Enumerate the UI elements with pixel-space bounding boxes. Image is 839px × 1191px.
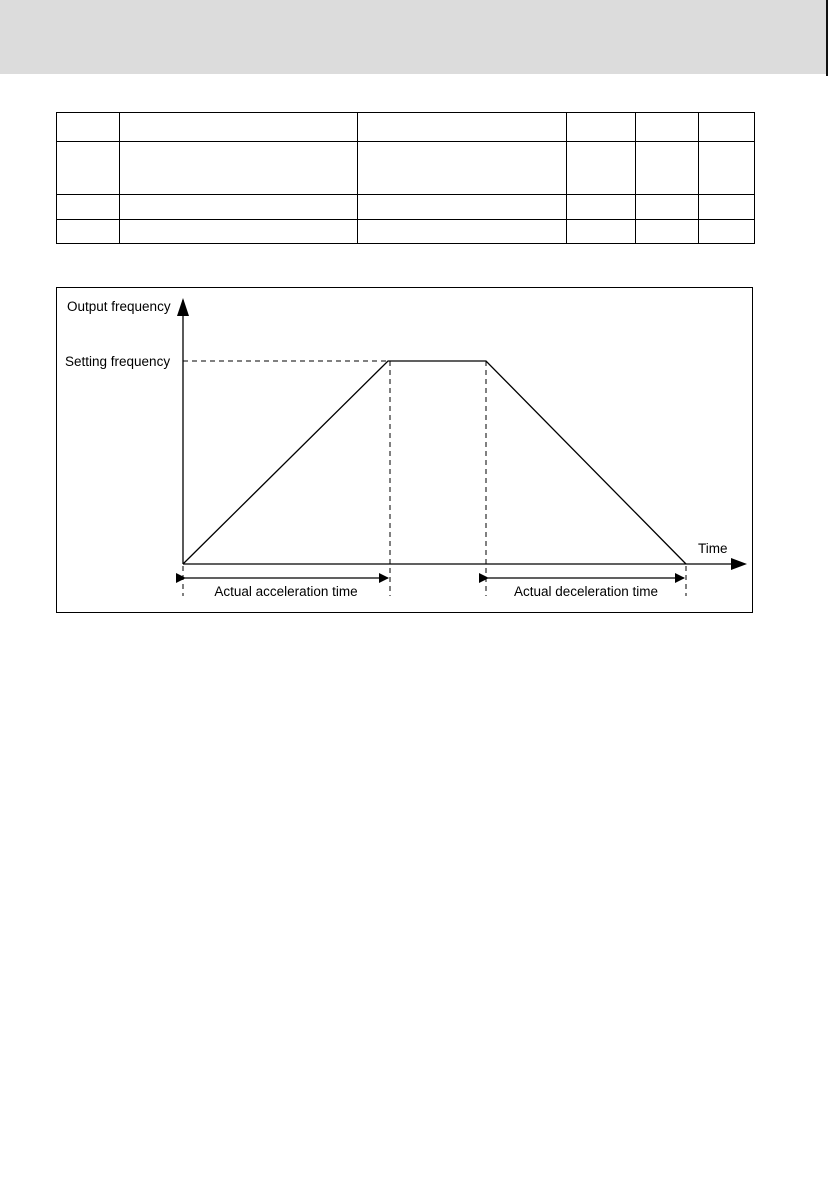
page-edge-marker	[826, 0, 828, 76]
accel-decel-diagram	[56, 287, 753, 613]
table-row	[57, 142, 755, 195]
table-cell	[636, 220, 699, 244]
table-cell	[120, 220, 358, 244]
table-header-cell	[699, 113, 755, 142]
parameter-table	[56, 112, 755, 244]
y-axis-label: Output frequency	[67, 299, 171, 314]
deceleration-time-label: Actual deceleration time	[513, 584, 659, 599]
table-header-cell	[358, 113, 567, 142]
table-cell	[57, 195, 120, 220]
table-cell	[358, 142, 567, 195]
table-cell	[358, 195, 567, 220]
table-cell	[699, 142, 755, 195]
table-cell	[120, 142, 358, 195]
setting-frequency-label: Setting frequency	[65, 354, 171, 369]
acceleration-time-label: Actual acceleration time	[214, 584, 358, 599]
table-cell	[567, 220, 636, 244]
frequency-profile-line	[183, 361, 686, 564]
x-axis-arrowhead	[731, 558, 747, 570]
table-header-cell	[120, 113, 358, 142]
table-header-cell	[636, 113, 699, 142]
table-cell	[567, 142, 636, 195]
table-row	[57, 195, 755, 220]
x-axis-label: Time	[698, 541, 728, 556]
accel-decel-diagram-svg	[57, 288, 754, 614]
table-cell	[636, 195, 699, 220]
table-row	[57, 220, 755, 244]
table-cell	[120, 195, 358, 220]
y-axis-arrowhead	[177, 298, 189, 316]
table-cell	[699, 195, 755, 220]
table-cell	[358, 220, 567, 244]
table-cell	[699, 220, 755, 244]
page-header-band	[0, 0, 826, 74]
table-cell	[57, 142, 120, 195]
table-header-cell	[567, 113, 636, 142]
table-cell	[636, 142, 699, 195]
table-cell	[57, 220, 120, 244]
table-header-cell	[57, 113, 120, 142]
table-cell	[567, 195, 636, 220]
table-header-row	[57, 113, 755, 142]
